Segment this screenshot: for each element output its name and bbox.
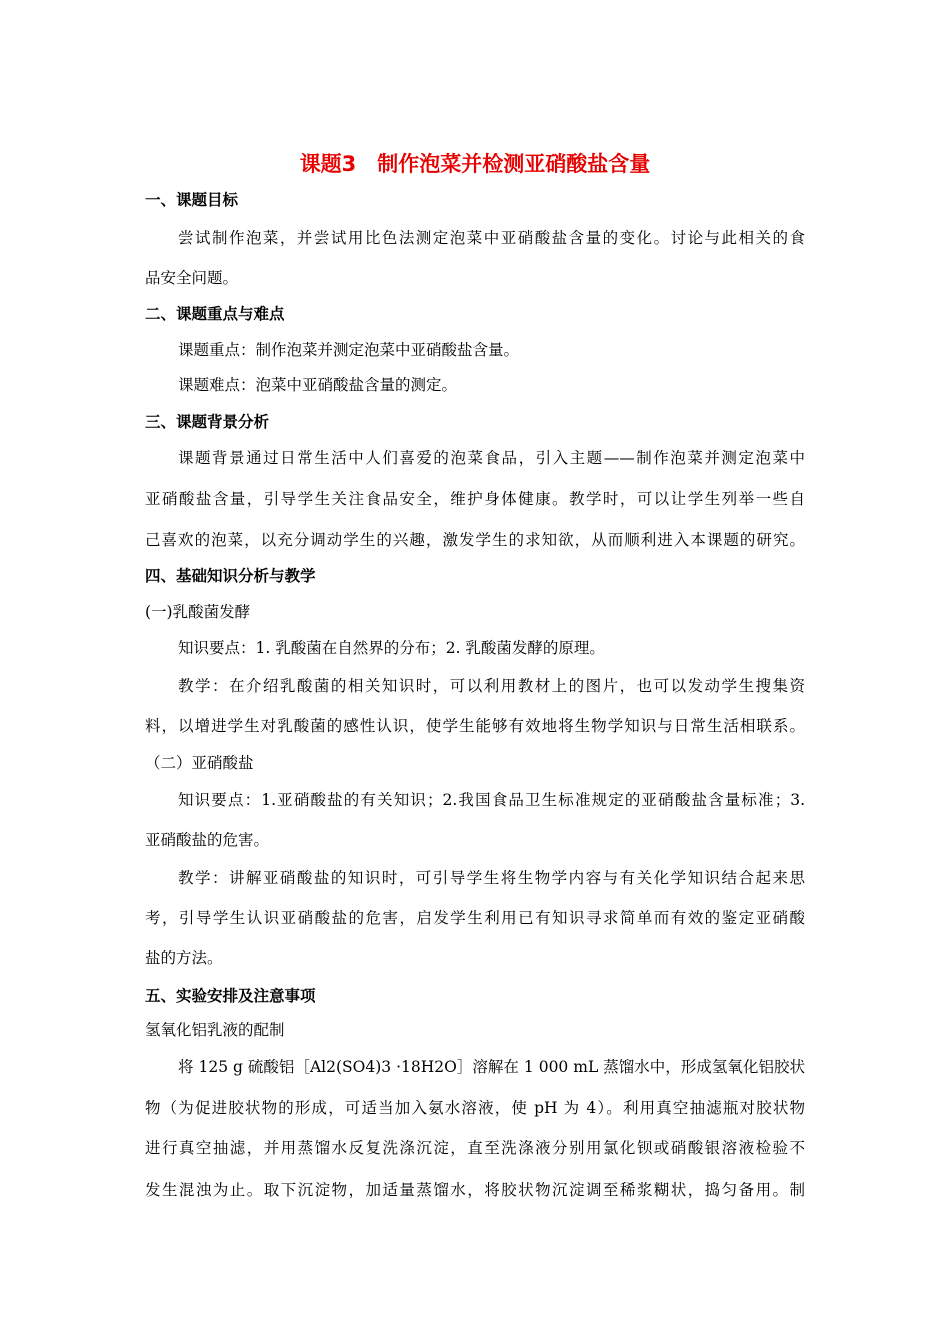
paragraph-line: 尝试制作泡菜，并尝试用比色法测定泡菜中亚硝酸盐含量的变化。讨论与此相关的食 (178, 229, 805, 247)
paragraph-line: 课题难点：泡菜中亚硝酸盐含量的测定。 (178, 376, 458, 394)
section-heading-key-points: 二、课题重点与难点 (145, 305, 285, 323)
section-heading-basic-knowledge: 四、基础知识分析与教学 (145, 567, 316, 585)
paragraph-line: 课题重点：制作泡菜并测定泡菜中亚硝酸盐含量。 (178, 341, 520, 359)
paragraph-line: 物（为促进胶状物的形成，可适当加入氨水溶液，使 pH 为 4）。利用真空抽滤瓶对胶状物 (145, 1099, 805, 1117)
subsection-heading: (一)乳酸菌发酵 (145, 603, 251, 621)
paragraph-line: 己喜欢的泡菜，以充分调动学生的兴趣，激发学生的求知欲，从而顺利进入本课题的研究。 (145, 531, 805, 549)
subsection-heading: （二）亚硝酸盐 (145, 754, 254, 772)
paragraph-line: 进行真空抽滤，并用蒸馏水反复洗涤沉淀，直至洗涤液分别用氯化钡或硝酸银溶液检验不 (145, 1139, 805, 1157)
paragraph-line: 课题背景通过日常生活中人们喜爱的泡菜食品，引入主题——制作泡菜并测定泡菜中 (178, 449, 805, 467)
paragraph-line: 教学：讲解亚硝酸盐的知识时，可引导学生将生物学内容与有关化学知识结合起来思 (178, 869, 805, 887)
section-heading-goals: 一、课题目标 (145, 191, 239, 209)
paragraph-line: 亚硝酸盐的危害。 (145, 831, 270, 849)
paragraph-line: 料，以增进学生对乳酸菌的感性认识，使学生能够有效地将生物学知识与日常生活相联系。 (145, 717, 805, 735)
paragraph-line: 考，引导学生认识亚硝酸盐的危害，启发学生利用已有知识寻求简单而有效的鉴定亚硝酸 (145, 909, 805, 927)
paragraph-line: 将 125 g 硫酸铝［Al2(SO4)3 ·18H2O］溶解在 1 000 mL 蒸馏水中，形成氢氧化铝胶状 (178, 1058, 805, 1076)
paragraph-line: 盐的方法。 (145, 949, 223, 967)
paragraph-line: 品安全问题。 (145, 269, 239, 287)
paragraph-line: 发生混浊为止。取下沉淀物，加适量蒸馏水，将胶状物沉淀调至稀浆糊状，捣匀备用。制 (145, 1181, 805, 1199)
section-heading-experiment: 五、实验安排及注意事项 (145, 987, 316, 1005)
subsection-heading: 氢氧化铝乳液的配制 (145, 1021, 285, 1039)
paragraph-line: 知识要点：1.亚硝酸盐的有关知识；2.我国食品卫生标准规定的亚硝酸盐含量标准；3. (178, 791, 805, 809)
page-title: 课题3 制作泡菜并检测亚硝酸盐含量 (299, 152, 651, 176)
paragraph-line: 知识要点：1. 乳酸菌在自然界的分布；2. 乳酸菌发酵的原理。 (178, 639, 605, 657)
paragraph-line: 教学：在介绍乳酸菌的相关知识时，可以利用教材上的图片，也可以发动学生搜集资 (178, 677, 805, 695)
paragraph-line: 亚硝酸盐含量，引导学生关注食品安全，维护身体健康。教学时，可以让学生列举一些自 (145, 490, 805, 508)
section-heading-background: 三、课题背景分析 (145, 413, 270, 431)
